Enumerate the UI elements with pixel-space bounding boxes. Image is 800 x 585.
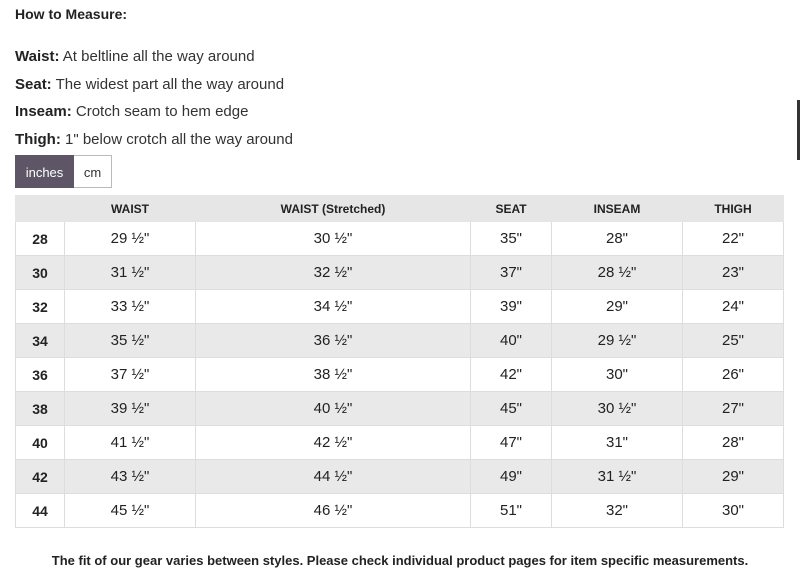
inseam-cell: 30 ½" (552, 392, 683, 426)
seat-cell: 35" (471, 222, 552, 256)
header-size (16, 196, 65, 222)
unit-toggle (15, 155, 112, 188)
size-cell: 36 (16, 358, 65, 392)
header-waist: WAIST (65, 196, 196, 222)
seat-cell: 37" (471, 256, 552, 290)
table-header-row (16, 196, 784, 222)
measure-thigh (15, 131, 293, 148)
fit-disclaimer: The fit of our gear varies between styles. Please check individual product pages for item specific measurements. (51, 553, 749, 568)
waist-stretched-cell: 36 ½" (196, 324, 471, 358)
waist-cell: 41 ½" (65, 426, 196, 460)
table-row (16, 222, 784, 256)
measure-seat-text: The widest part all the way around (51, 76, 285, 93)
inseam-cell: 29" (552, 290, 683, 324)
table-row (16, 392, 784, 426)
seat-cell: 47" (471, 426, 552, 460)
header-seat: SEAT (471, 196, 552, 222)
seat-cell: 42" (471, 358, 552, 392)
inseam-cell: 32" (552, 494, 683, 528)
waist-cell: 43 ½" (65, 460, 196, 494)
table-row (16, 290, 784, 324)
size-chart-table (15, 195, 784, 528)
table-row (16, 494, 784, 528)
unit-inches-button[interactable]: inches (15, 155, 74, 188)
measure-waist-label: Waist: (15, 48, 60, 65)
thigh-cell: 22" (683, 222, 784, 256)
thigh-cell: 29" (683, 460, 784, 494)
header-inseam: INSEAM (552, 196, 683, 222)
measure-thigh-label: Thigh: (15, 131, 61, 148)
inseam-cell: 29 ½" (552, 324, 683, 358)
waist-cell: 29 ½" (65, 222, 196, 256)
table-row (16, 426, 784, 460)
waist-stretched-cell: 42 ½" (196, 426, 471, 460)
waist-cell: 37 ½" (65, 358, 196, 392)
measure-seat (15, 76, 284, 93)
waist-cell: 33 ½" (65, 290, 196, 324)
waist-stretched-cell: 38 ½" (196, 358, 471, 392)
inseam-cell: 30" (552, 358, 683, 392)
size-cell: 30 (16, 256, 65, 290)
waist-stretched-cell: 34 ½" (196, 290, 471, 324)
waist-cell: 39 ½" (65, 392, 196, 426)
thigh-cell: 25" (683, 324, 784, 358)
seat-cell: 40" (471, 324, 552, 358)
unit-cm-button[interactable]: cm (74, 155, 112, 188)
measure-inseam (15, 103, 248, 120)
inseam-cell: 31 ½" (552, 460, 683, 494)
header-thigh: THIGH (683, 196, 784, 222)
waist-cell: 45 ½" (65, 494, 196, 528)
size-cell: 40 (16, 426, 65, 460)
waist-cell: 31 ½" (65, 256, 196, 290)
waist-stretched-cell: 46 ½" (196, 494, 471, 528)
measure-seat-label: Seat: (15, 76, 52, 93)
size-cell: 42 (16, 460, 65, 494)
waist-stretched-cell: 40 ½" (196, 392, 471, 426)
table-row (16, 324, 784, 358)
measure-waist (15, 48, 255, 65)
waist-stretched-cell: 32 ½" (196, 256, 471, 290)
table-row (16, 460, 784, 494)
size-cell: 28 (16, 222, 65, 256)
thigh-cell: 24" (683, 290, 784, 324)
table-row (16, 256, 784, 290)
size-cell: 32 (16, 290, 65, 324)
size-cell: 34 (16, 324, 65, 358)
measure-inseam-text: Crotch seam to hem edge (71, 103, 249, 120)
measure-thigh-text: 1" below crotch all the way around (60, 131, 293, 148)
inseam-cell: 28" (552, 222, 683, 256)
table-row (16, 358, 784, 392)
thigh-cell: 26" (683, 358, 784, 392)
thigh-cell: 28" (683, 426, 784, 460)
waist-cell: 35 ½" (65, 324, 196, 358)
thigh-cell: 30" (683, 494, 784, 528)
size-cell: 38 (16, 392, 65, 426)
seat-cell: 51" (471, 494, 552, 528)
thigh-cell: 27" (683, 392, 784, 426)
how-to-measure-heading: How to Measure: (15, 6, 128, 22)
seat-cell: 39" (471, 290, 552, 324)
waist-stretched-cell: 30 ½" (196, 222, 471, 256)
size-cell: 44 (16, 494, 65, 528)
thigh-cell: 23" (683, 256, 784, 290)
inseam-cell: 28 ½" (552, 256, 683, 290)
measure-waist-text: At beltline all the way around (59, 48, 255, 65)
seat-cell: 49" (471, 460, 552, 494)
inseam-cell: 31" (552, 426, 683, 460)
waist-stretched-cell: 44 ½" (196, 460, 471, 494)
measure-inseam-label: Inseam: (15, 103, 72, 120)
header-waist-stretched: WAIST (Stretched) (196, 196, 471, 222)
seat-cell: 45" (471, 392, 552, 426)
